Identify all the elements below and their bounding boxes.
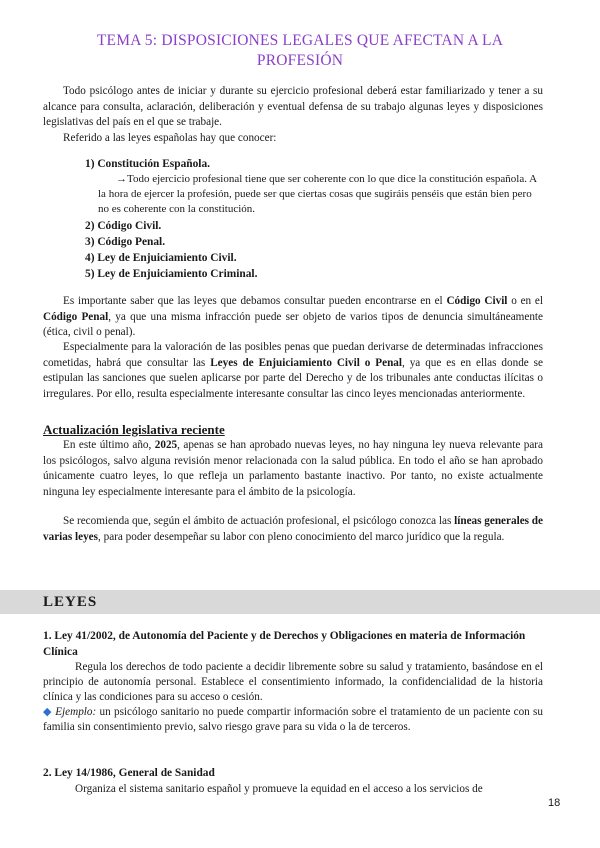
text-run: , para poder desempeñar su labor con pleno conocimiento del marco jurídico que la regula. [98, 530, 505, 543]
text-run: o en el [507, 295, 543, 307]
section-heading-update: Actualización legislativa reciente [43, 422, 225, 437]
intro-lead: Referido a las leyes españolas hay que conocer: [63, 132, 277, 144]
bold-year: 2025 [154, 439, 178, 451]
example-label: Ejemplo: [55, 706, 97, 718]
title-line-1: TEMA 5: DISPOSICIONES LEGALES QUE AFECTAN A LA [96, 32, 504, 49]
page-number: 18 [548, 797, 561, 809]
text-run: Se recomienda que, según el ámbito de actuación profesional, el psicólogo conozca las [63, 515, 455, 527]
law-list-item-3: 3) Código Penal. [85, 236, 166, 248]
law-note-text: →Todo ejercicio profesional tiene que ser coherente con lo que dice la constitución española. A la hora de ejercer la profesión, puede ser que ciertas cosas que sugiráis penséis que están bien pero no es coherente con la constitución. [98, 173, 537, 215]
law-list-item-5: 5) Ley de Enjuiciamiento Criminal. [85, 268, 258, 280]
law-list-item-4: 4) Ley de Enjuiciamiento Civil. [85, 252, 237, 264]
law-list-item-1: 1) Constitución Española. [85, 158, 211, 170]
bold-term: Leyes de Enjuiciamiento Civil o Penal [210, 356, 402, 369]
text-run: , ya que es en ellas donde se estipulan las sanciones que suelen aplicarse por parte del Derecho y de los tribunales ante conductas ilícitas o irregulares. Por ello, resulta especialmente interesante consultar las cinco leyes mencionadas anteriormente. [43, 356, 543, 400]
law-list-item-2: 2) Código Civil. [85, 220, 162, 232]
law-list-item-1-note [98, 172, 538, 217]
text-run: , ya que una misma infracción puede ser objeto de varios tipos de denuncia simultáneamente (ética, civil o penal). [43, 310, 543, 339]
penalties-paragraph [43, 340, 543, 402]
example-text: un psicólogo sanitario no puede compartir información sobre el tratamiento de un paciente con su familia sin consentimiento previo, salvo riesgo grave para su vida o la de terceros. [43, 706, 543, 734]
diamond-bullet-icon: ◆ [43, 706, 52, 718]
section-band-label: LEYES [43, 594, 98, 610]
text-run: , apenas se han aprobado nuevas leyes, no hay ninguna ley nueva relevante para los psicólogos, salvo alguna revisión menor relacionada con la salud pública. En todo el año se han aprobado únicamente cuatro leyes, lo que refleja un parlamento bastante inactivo. Por tanto, no existe actualmente ninguna ley especialmente interesante para el ámbito de la psicología. [43, 439, 543, 498]
bold-term: Código Penal [43, 310, 109, 323]
intro-paragraph: Todo psicólogo antes de iniciar y durante su ejercicio profesional deberá estar familiarizado y tener a su alcance para consulta, aclaración, deliberación y eventual defensa de su trabajo algunas leyes y disposiciones legislativas del país en el que se trabaje. [43, 85, 543, 129]
codes-paragraph [43, 294, 543, 341]
page-title [40, 31, 560, 71]
law-1-description: Regula los derechos de todo paciente a decidir libremente sobre su salud y tratamiento, basándose en el principio de autonomía personal. Establece el consentimiento informado, la confidencialidad de la historia clínica y las condiciones para su acceso o cesión. [43, 661, 543, 704]
law-2-title: 2. Ley 14/1986, General de Sanidad [43, 767, 215, 779]
law-1-example [43, 705, 543, 735]
update-paragraph [43, 438, 543, 500]
title-line-2: PROFESIÓN [256, 52, 344, 69]
section-band-leyes [0, 590, 600, 614]
law-1-title: 1. Ley 41/2002, de Autonomía del Paciente y de Derechos y Obligaciones en materia de Información Clínica [43, 630, 526, 658]
text-run: En este último año, [63, 439, 155, 451]
bold-term: Código Civil [446, 295, 508, 307]
text-run: Es importante saber que las leyes que debamos consultar pueden encontrarse en el [63, 295, 447, 307]
recommendation-paragraph [43, 514, 543, 545]
text-run: Especialmente para la valoración de las posibles penas que puedan derivarse de determinadas infracciones cometidas, habrá que consultar las [43, 341, 543, 369]
bold-term: líneas generales de varias leyes [43, 515, 543, 543]
law-2-description: Organiza el sistema sanitario español y promueve la equidad en el acceso a los servicios de [75, 783, 483, 795]
